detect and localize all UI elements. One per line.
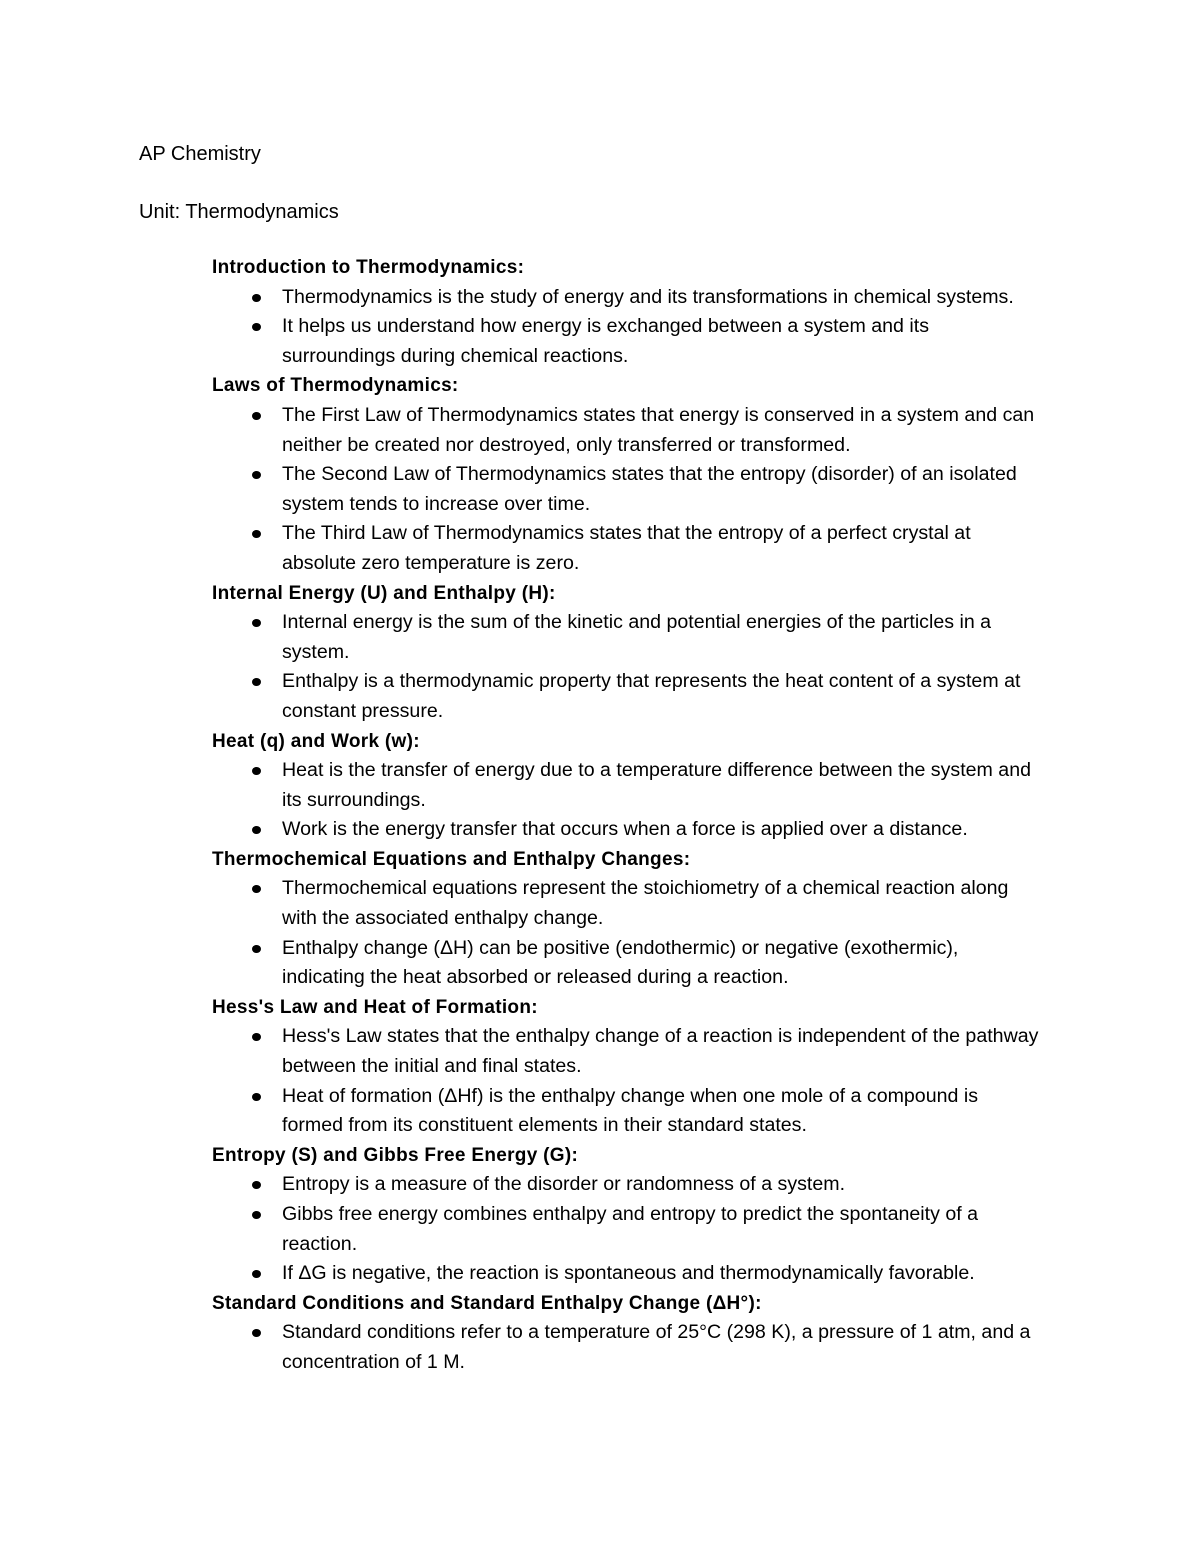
bullet-text: The Third Law of Thermodynamics states that the entropy of a perfect crystal at absolute zero temperature is zero. bbox=[282, 522, 971, 574]
bullet-dot-icon bbox=[252, 678, 261, 686]
bullet-item bbox=[212, 283, 1042, 313]
bullet-text: If ΔG is negative, the reaction is spontaneous and thermodynamically favorable. bbox=[282, 1262, 975, 1285]
bullet-dot-icon bbox=[252, 885, 261, 893]
bullet-dot-icon bbox=[252, 619, 261, 627]
bullet-dot-icon bbox=[252, 1329, 261, 1337]
section-heading: Heat (q) and Work (w): bbox=[212, 730, 420, 752]
bullet-text: Heat is the transfer of energy due to a temperature difference between the system and its surroundings. bbox=[282, 759, 1031, 811]
notes-section bbox=[212, 579, 1062, 727]
bullet-text: Entropy is a measure of the disorder or randomness of a system. bbox=[282, 1173, 846, 1196]
section-heading: Laws of Thermodynamics: bbox=[212, 375, 459, 397]
bullet-list bbox=[212, 401, 1062, 579]
bullet-item bbox=[212, 934, 1042, 993]
bullet-text: Thermochemical equations represent the stoichiometry of a chemical reaction along with the associated enthalpy change. bbox=[282, 877, 1009, 930]
bullet-text: Internal energy is the sum of the kinetic and potential energies of the particles in a system. bbox=[282, 611, 992, 663]
bullet-dot-icon bbox=[252, 323, 261, 331]
notes-section bbox=[212, 1289, 1062, 1378]
bullet-item bbox=[212, 667, 1042, 726]
bullet-item bbox=[212, 401, 1042, 460]
bullet-dot-icon bbox=[252, 826, 261, 834]
bullet-list bbox=[212, 1170, 1062, 1288]
bullet-dot-icon bbox=[252, 530, 261, 538]
bullet-item bbox=[212, 1318, 1042, 1377]
section-heading: Hess's Law and Heat of Formation: bbox=[212, 996, 538, 1018]
bullet-dot-icon bbox=[252, 412, 261, 420]
bullet-dot-icon bbox=[252, 1181, 261, 1189]
section-heading: Entropy (S) and Gibbs Free Energy (G): bbox=[212, 1144, 579, 1166]
section-heading: Standard Conditions and Standard Enthalpy Change (ΔH°): bbox=[212, 1292, 762, 1314]
bullet-item bbox=[212, 815, 1042, 845]
bullet-dot-icon bbox=[252, 294, 261, 302]
unit-title: Unit: Thermodynamics bbox=[139, 201, 339, 223]
bullet-text: The Second Law of Thermodynamics states that the entropy (disorder) of an isolated system tends to increase over time. bbox=[282, 463, 1017, 515]
bullet-list bbox=[212, 1022, 1062, 1140]
section-heading: Thermochemical Equations and Enthalpy Changes: bbox=[212, 848, 691, 870]
bullet-item bbox=[212, 519, 1042, 578]
bullet-dot-icon bbox=[252, 471, 261, 479]
bullet-text: Enthalpy change (ΔH) can be positive (endothermic) or negative (exothermic), indicating the heat absorbed or released during a reaction. bbox=[282, 936, 959, 989]
bullet-item bbox=[212, 756, 1042, 815]
bullet-dot-icon bbox=[252, 1093, 261, 1101]
bullet-dot-icon bbox=[252, 945, 261, 953]
bullet-dot-icon bbox=[252, 1211, 261, 1219]
section-heading: Introduction to Thermodynamics: bbox=[212, 257, 525, 278]
document-title: AP Chemistry bbox=[139, 143, 261, 165]
notes-section bbox=[212, 1141, 1062, 1289]
bullet-text: Hess's Law states that the enthalpy change of a reaction is independent of the pathway between the initial and final states. bbox=[282, 1025, 1039, 1078]
bullet-text: Thermodynamics is the study of energy and its transformations in chemical systems. bbox=[282, 285, 1014, 308]
notes-content bbox=[212, 253, 1062, 1378]
bullet-text: The First Law of Thermodynamics states that energy is conserved in a system and can neither be created nor destroyed, only transferred or transformed. bbox=[282, 403, 1035, 456]
bullet-list bbox=[212, 1318, 1062, 1377]
bullet-item bbox=[212, 608, 1042, 667]
bullet-list bbox=[212, 608, 1062, 726]
bullet-text: Enthalpy is a thermodynamic property that represents the heat content of a system at constant pressure. bbox=[282, 670, 1021, 722]
bullet-list bbox=[212, 874, 1062, 992]
notes-section bbox=[212, 845, 1062, 993]
bullet-item bbox=[212, 312, 1042, 371]
bullet-text: Standard conditions refer to a temperature of 25°C (298 K), a pressure of 1 atm, and a concentration of 1 M. bbox=[282, 1321, 1031, 1373]
bullet-item bbox=[212, 1200, 1042, 1259]
bullet-item bbox=[212, 1082, 1042, 1141]
notes-section bbox=[212, 727, 1062, 845]
bullet-item bbox=[212, 1170, 1042, 1200]
bullet-list bbox=[212, 756, 1062, 845]
bullet-text: Heat of formation (ΔHf) is the enthalpy change when one mole of a compound is formed from its constituent elements in their standard states. bbox=[282, 1084, 978, 1137]
notes-section bbox=[212, 993, 1062, 1141]
bullet-item bbox=[212, 1259, 1042, 1289]
bullet-dot-icon bbox=[252, 1033, 261, 1041]
section-heading: Internal Energy (U) and Enthalpy (H): bbox=[212, 582, 556, 604]
bullet-item bbox=[212, 1022, 1042, 1081]
bullet-text: Work is the energy transfer that occurs when a force is applied over a distance. bbox=[282, 818, 968, 841]
bullet-dot-icon bbox=[252, 767, 261, 775]
bullet-text: It helps us understand how energy is exchanged between a system and its surroundings during chemical reactions. bbox=[282, 315, 929, 367]
bullet-text: Gibbs free energy combines enthalpy and entropy to predict the spontaneity of a reaction. bbox=[282, 1203, 979, 1255]
notes-section bbox=[212, 371, 1062, 578]
notes-section bbox=[212, 253, 1062, 371]
bullet-item bbox=[212, 874, 1042, 933]
bullet-dot-icon bbox=[252, 1270, 261, 1278]
bullet-list bbox=[212, 283, 1062, 372]
bullet-item bbox=[212, 460, 1042, 519]
